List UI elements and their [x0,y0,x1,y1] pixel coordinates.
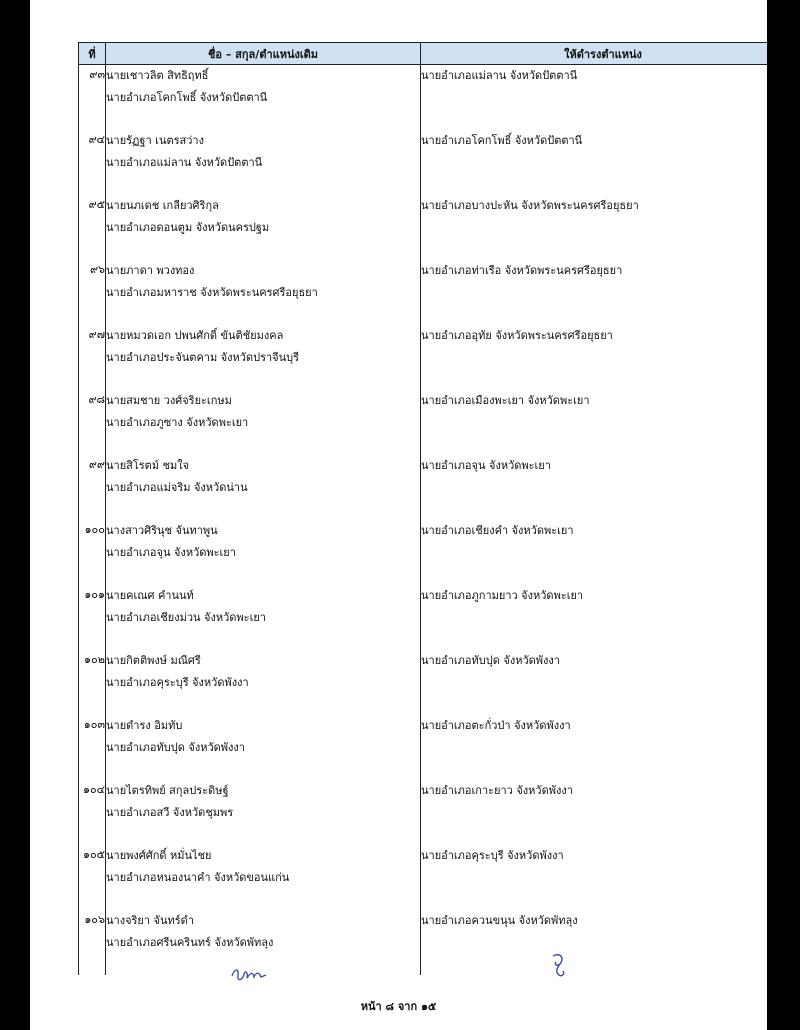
name-old-position-cell [106,390,421,455]
new-position: นายอำเภอทับปุด จังหวัดพังงา [421,650,768,715]
new-position: นายอำเภอจุน จังหวัดพะเยา [421,455,768,520]
new-position: นายอำเภอเชียงคำ จังหวัดพะเยา [421,520,768,585]
row-number: ๑๐๑ [79,585,106,650]
table-row [79,715,768,780]
old-position: นายอำเภอมหาราช จังหวัดพระนครศรีอยุธยา [106,286,318,299]
person-name: นายคเณศ คำนนท์ [106,589,194,602]
signature-initials-left [229,962,269,986]
new-position: นายอำเภอโคกโพธิ์ จังหวัดปัตตานี [421,130,768,195]
name-old-position-cell [106,130,421,195]
header-name-old-position: ชื่อ – สกุล/ตำแหน่งเดิม [106,43,421,65]
name-old-position-cell [106,650,421,715]
row-number: ๙๘ [79,390,106,455]
new-position: นายอำเภออุทัย จังหวัดพระนครศรีอยุธยา [421,325,768,390]
new-position: นายอำเภอภูกามยาว จังหวัดพะเยา [421,585,768,650]
name-old-position-cell [106,260,421,325]
row-number: ๑๐๕ [79,845,106,910]
new-position: นายอำเภอท่าเรือ จังหวัดพระนครศรีอยุธยา [421,260,768,325]
row-number: ๙๖ [79,260,106,325]
name-old-position-cell [106,715,421,780]
old-position: นายอำเภอแม่ลาน จังหวัดปัตตานี [106,156,263,169]
new-position: นายอำเภอคุระบุรี จังหวัดพังงา [421,845,768,910]
name-old-position-cell [106,65,421,131]
new-position: นายอำเภอบางปะหัน จังหวัดพระนครศรีอยุธยา [421,195,768,260]
header-new-position: ให้ดำรงตำแหน่ง [421,43,768,65]
person-name: นายรัฏฐา เนตรสว่าง [106,134,204,147]
person-name: นางจริยา จันทร์ดำ [106,914,194,927]
table-row [79,325,768,390]
name-old-position-cell [106,585,421,650]
old-position: นายอำเภอหนองนาคำ จังหวัดขอนแก่น [106,871,290,884]
new-position: นายอำเภอเมืองพะเยา จังหวัดพะเยา [421,390,768,455]
old-position: นายอำเภอประจันตคาม จังหวัดปราจีนบุรี [106,351,300,364]
document-page [30,0,767,1030]
table-row [79,585,768,650]
person-name: นายไตรทิพย์ สกุลประดิษฐ์ [106,784,229,797]
table-row [79,780,768,845]
person-name: นายดำรง อิมทับ [106,719,183,732]
row-number: ๑๐๔ [79,780,106,845]
row-number: ๑๐๓ [79,715,106,780]
table-row [79,455,768,520]
row-number: ๙๔ [79,130,106,195]
page-number: หน้า ๘ จาก ๑๕ [360,1000,437,1013]
old-position: นายอำเภอสวี จังหวัดชุมพร [106,806,234,819]
old-position: นายอำเภอโคกโพธิ์ จังหวัดปัตตานี [106,91,268,104]
table-row [79,65,768,131]
old-position: นายอำเภอทับปุด จังหวัดพังงา [106,741,245,754]
table-header-row [79,43,768,65]
name-old-position-cell [106,520,421,585]
old-position: นายอำเภอจุน จังหวัดพะเยา [106,546,236,559]
new-position: นายอำเภอเกาะยาว จังหวัดพังงา [421,780,768,845]
old-position: นายอำเภอคุระบุรี จังหวัดพังงา [106,676,249,689]
table-row [79,390,768,455]
name-old-position-cell [106,195,421,260]
person-name: นายกิตติพงษ์ มณีศรี [106,654,201,667]
person-name: นายสิโรตม์ ชมใจ [106,459,190,472]
row-number: ๑๐๒ [79,650,106,715]
new-position: นายอำเภอตะกั่วป่า จังหวัดพังงา [421,715,768,780]
table-row [79,520,768,585]
name-old-position-cell [106,455,421,520]
person-name: นายภาดา พวงทอง [106,264,195,277]
signature-initial-right [548,950,568,980]
person-name: นางสาวศิรินุช จันทาพูน [106,524,218,537]
new-position: นายอำเภอแม่ลาน จังหวัดปัตตานี [421,65,768,131]
name-old-position-cell [106,325,421,390]
new-position: นายอำเภอควนขนุน จังหวัดพัทลุง [421,910,768,975]
row-number: ๙๙ [79,455,106,520]
person-name: นายนภเดช เกลียวศิริกุล [106,199,219,212]
row-number: ๙๗ [79,325,106,390]
table-row [79,130,768,195]
table-row [79,650,768,715]
table-row [79,195,768,260]
person-name: นายเชาวลิต สิทธิฤทธิ์ [106,69,209,82]
name-old-position-cell [106,780,421,845]
table-row [79,260,768,325]
name-old-position-cell [106,845,421,910]
old-position: นายอำเภอดอนตูม จังหวัดนครปฐม [106,221,270,234]
person-name: นายสมชาย วงศ์จริยะเกษม [106,394,232,407]
old-position: นายอำเภอศรีนครินทร์ จังหวัดพัทลุง [106,936,274,949]
header-number: ที่ [79,43,106,65]
old-position: นายอำเภอแม่จริม จังหวัดน่าน [106,481,248,494]
row-number: ๑๐๐ [79,520,106,585]
person-name: นายหมวดเอก ปพนศักดิ์ ขันติชัยมงคล [106,329,284,342]
appointment-table [78,42,767,975]
old-position: นายอำเภอเชียงม่วน จังหวัดพะเยา [106,611,266,624]
table-row [79,845,768,910]
table-row [79,910,768,975]
row-number: ๑๐๖ [79,910,106,975]
person-name: นายพงศ์ศักดิ์ หมั่นไชย [106,849,212,862]
old-position: นายอำเภอภูซาง จังหวัดพะเยา [106,416,249,429]
row-number: ๙๕ [79,195,106,260]
row-number: ๙๓ [79,65,106,131]
